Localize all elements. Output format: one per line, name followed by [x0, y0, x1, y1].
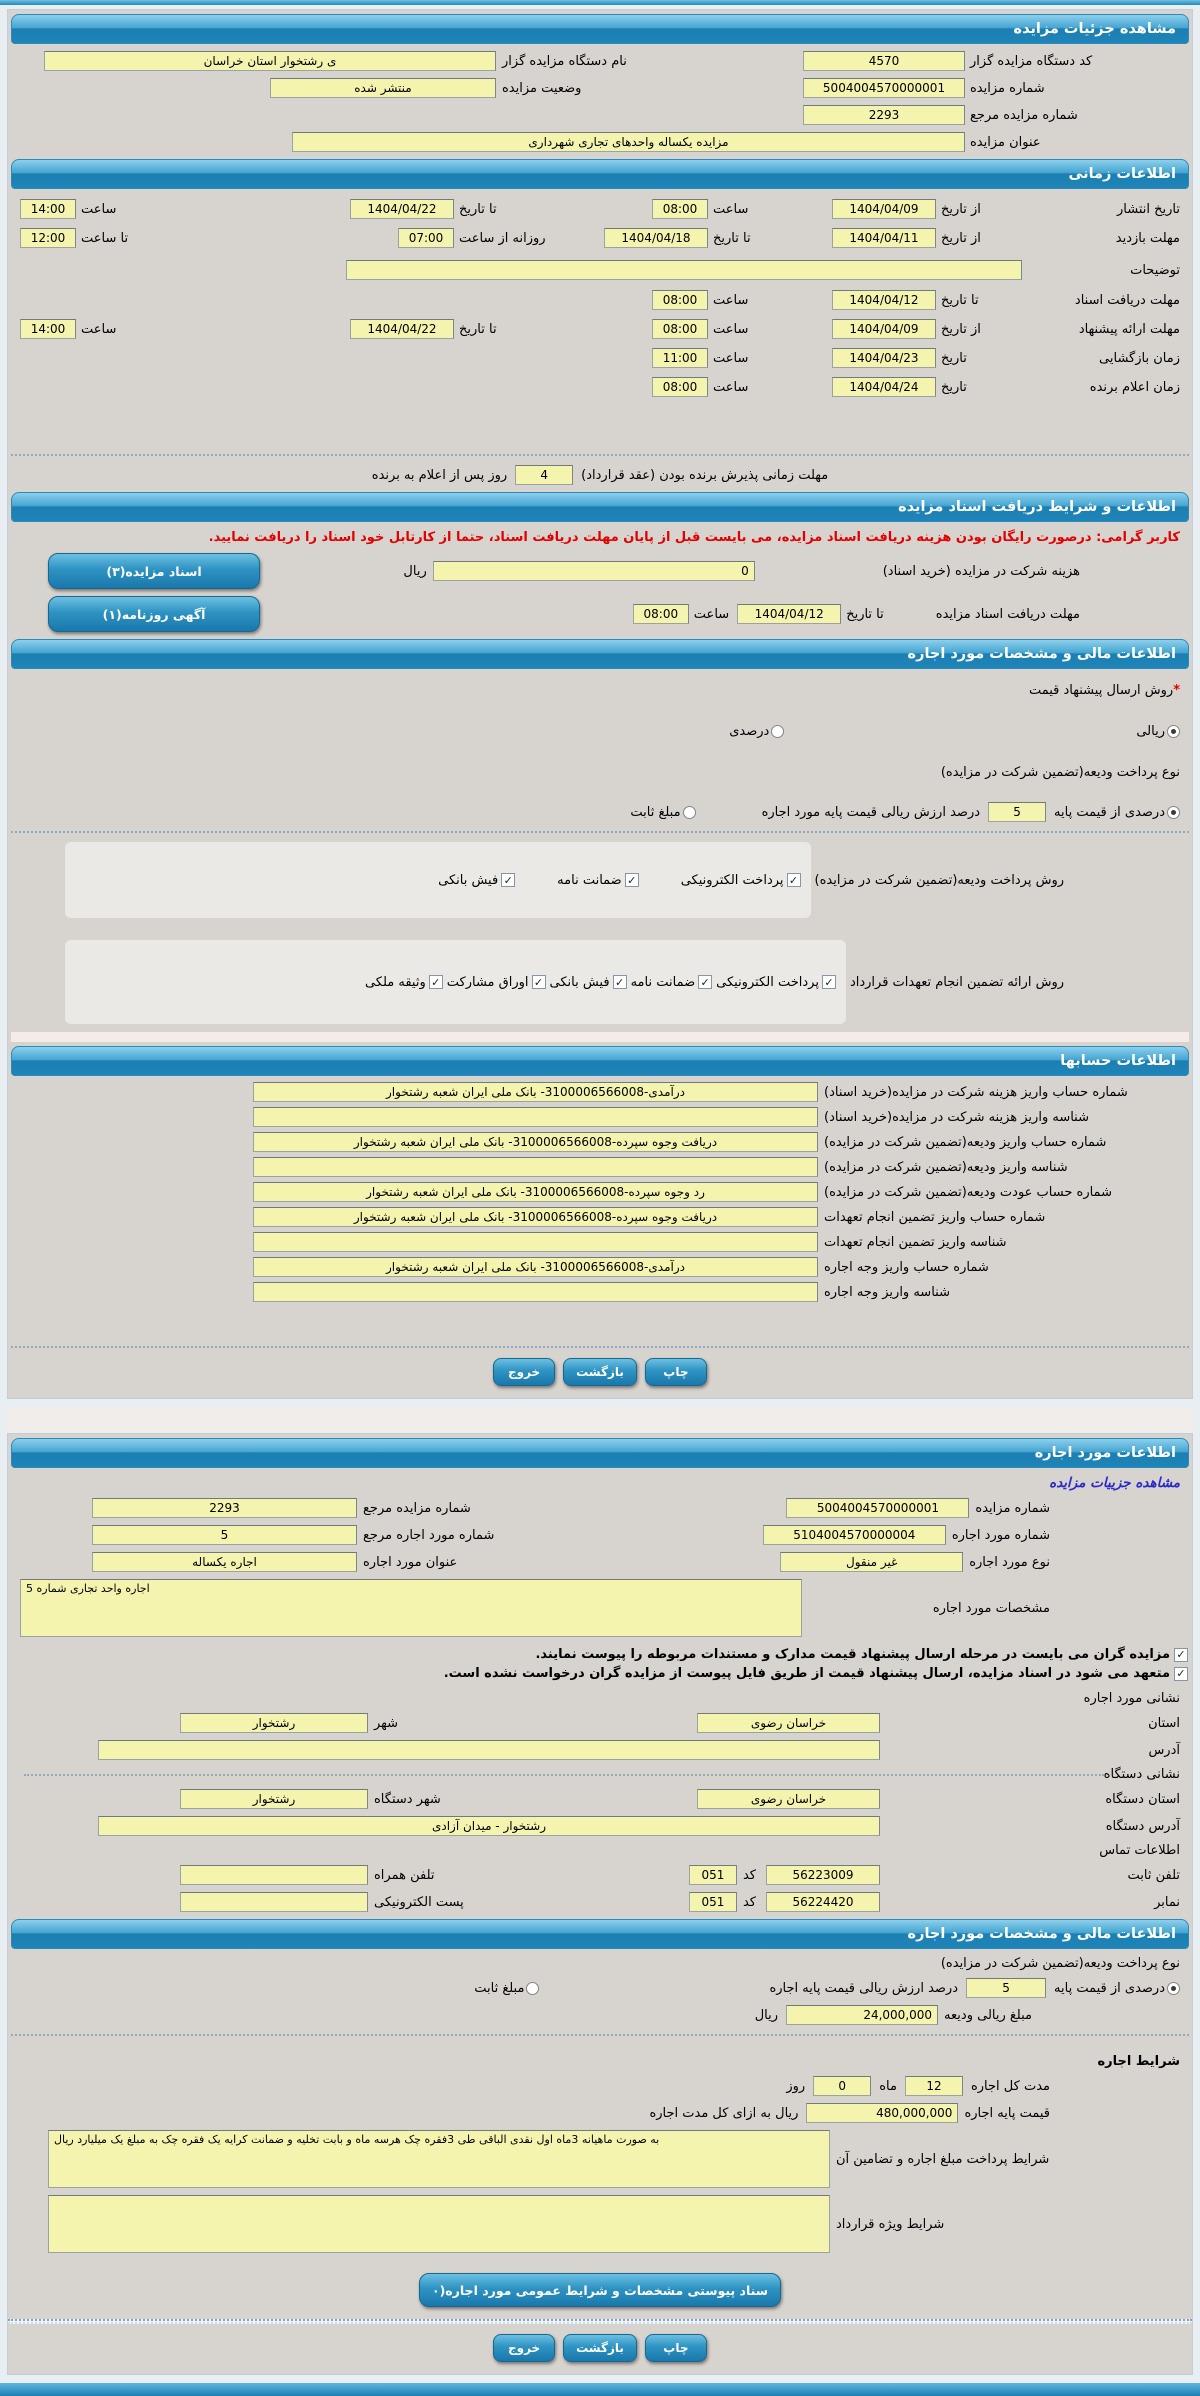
attached-docs-button[interactable]: سناد پیوستی مشخصات و شرایط عمومی مورد اجاره(۰ [419, 2273, 781, 2307]
rial-radio[interactable] [1167, 725, 1180, 738]
province-field[interactable]: خراسان رضوی [697, 1713, 880, 1733]
back-button[interactable]: بازگشت [563, 2334, 637, 2362]
phone-label: تلفن ثابت [1127, 1867, 1180, 1883]
row-view-details-link [20, 1475, 1180, 1491]
print-button[interactable]: چاپ [645, 1358, 707, 1386]
account-label: شماره حساب واریز ودیعه(تضمین شرکت در مزایده) [824, 1134, 1107, 1150]
percent-option-label: درصدی [729, 724, 770, 739]
device-province-field[interactable]: خراسان رضوی [697, 1789, 880, 1809]
hour-label: ساعت [713, 321, 749, 337]
payment-conditions-textarea[interactable]: به صورت ماهیانه 3ماه اول نقدی الباقی طی 3فقره چک هرسه ماه و بابت تخلیه و ضمانت کرایه یک فقره چک به مبلغ یک میلیارد ریال [48, 2130, 830, 2188]
guarantee-checkbox[interactable]: ✓ [625, 873, 639, 887]
row-fax [20, 1892, 1180, 1912]
attach-docs-text: مزایده گران می بایست در مرحله ارسال پیشنهاد قیمت مدارک و مستندات مربوطه را پیوست نمایند. [535, 1647, 1170, 1662]
offer-from-hour-field[interactable]: 08:00 [652, 319, 708, 339]
hour-label: ساعت [693, 606, 730, 622]
day-unit-label: روز [786, 2078, 806, 2094]
description-label: توضیحات [1130, 262, 1180, 278]
epay-label: پرداخت الکترونیکی [716, 974, 819, 990]
row-contact-heading [20, 1843, 1180, 1858]
item-type-field[interactable]: غیر منقول [780, 1552, 963, 1572]
auction-number-label: شماره مزایده [975, 1500, 1050, 1516]
city-field[interactable]: رشتخوار [180, 1713, 368, 1733]
fixed-amount-radio[interactable] [526, 1982, 539, 1995]
panel1-actions [8, 1358, 1192, 1386]
row-phone [20, 1865, 1180, 1885]
docs-deadline-label: مهلت دریافت اسناد مزایده [935, 606, 1080, 622]
percent-of-base-radio[interactable] [1167, 1982, 1180, 1995]
row-rent-duration [20, 2076, 1180, 2096]
device-city-field[interactable]: رشتخوار [180, 1789, 368, 1809]
row-price-method [20, 683, 1180, 698]
row-deposit-options-2 [20, 1978, 1180, 1998]
account-row [20, 1257, 1180, 1277]
rial-option-label: ریالی [1136, 724, 1165, 739]
opening-date-field[interactable]: 1404/04/23 [832, 348, 936, 368]
row-item-province-city [20, 1713, 1180, 1733]
view-auction-details-link[interactable]: مشاهده جزییات مزایده [1049, 1475, 1180, 1491]
auction-ref-label: شماره مزایده مرجع [970, 107, 1078, 123]
account-row [20, 1207, 1180, 1227]
rent-days-field[interactable]: 0 [813, 2076, 871, 2096]
attach-docs-checkbox[interactable]: ✓ [1174, 1648, 1188, 1662]
auction-title-field[interactable]: مزایده یکساله واحدهای تجاری شهرداری [292, 132, 965, 152]
account-label: شناسه واریز ودیعه(تضمین شرکت در مزایده) [824, 1159, 1068, 1175]
opening-hour-field[interactable]: 11:00 [652, 348, 708, 368]
acceptance-period-suffix: روز پس از اعلام به برنده [371, 467, 508, 483]
percent-of-base-suffix: درصد ارزش ریالی قیمت پایه اجاره [769, 1980, 959, 1996]
bank-slip-label: فیش بانکی [438, 872, 499, 888]
section-title: اطلاعات و شرایط دریافت اسناد مزایده [898, 499, 1176, 515]
from-date-label: از تاریخ [941, 230, 981, 246]
fax-label: نمابر [1154, 1894, 1180, 1910]
fixed-amount-label: مبلغ ثابت [474, 1980, 525, 1996]
row-deposit-options [20, 802, 1180, 822]
section-title: اطلاعات مالی و مشخصات مورد اجاره [907, 646, 1176, 662]
acceptance-days-field[interactable]: 4 [515, 465, 573, 485]
fixed-amount-radio[interactable] [683, 806, 696, 819]
province-label: استان [1148, 1715, 1180, 1731]
percent-of-base-suffix: درصد ارزش ریالی قیمت پایه مورد اجاره [761, 804, 981, 820]
price-method-label: روش ارسال پیشنهاد قیمت [1028, 683, 1174, 698]
rental-item-panel [7, 1433, 1193, 2375]
row-item-auction-number [20, 1498, 1180, 1518]
print-button[interactable]: چاپ [645, 2334, 707, 2362]
account-row [20, 1282, 1180, 1302]
page-top-bar [0, 0, 1200, 5]
publish-from-hour-field[interactable]: 08:00 [652, 199, 708, 219]
area-code-label: کد [742, 1894, 756, 1910]
description-field[interactable] [346, 260, 1022, 280]
visit-to-date-field[interactable]: 1404/04/18 [604, 228, 708, 248]
date-label: تاریخ [941, 379, 967, 395]
auction-title-label: عنوان مزایده [970, 134, 1041, 150]
hour-label: ساعت [81, 201, 117, 217]
row-deposit-type-2 [20, 1956, 1180, 1971]
account-field[interactable] [253, 1232, 818, 1252]
guarantee-checkbox[interactable]: ✓ [698, 975, 712, 989]
hour-label: ساعت [81, 321, 117, 337]
epay-checkbox[interactable]: ✓ [822, 975, 836, 989]
section-header-accounts [11, 1046, 1189, 1076]
section-header-time-info [11, 159, 1189, 189]
fax-area-code-field[interactable]: 051 [689, 1892, 737, 1912]
rial-unit-label: ریال [403, 563, 427, 579]
row-acceptance-period [20, 465, 1180, 485]
item-spec-label: مشخصات مورد اجاره [932, 1600, 1050, 1616]
account-label: شناسه واریز تضمین انجام تعهدات [824, 1234, 1007, 1250]
row-price-method-options [20, 724, 1180, 739]
section-header-financial-2 [11, 1919, 1189, 1949]
row-device-province-city [20, 1789, 1180, 1809]
account-label: شماره حساب واریز تضمین انجام تعهدات [824, 1209, 1046, 1225]
payment-conditions-label: شرایط پرداخت مبلغ اجاره و تضامین آن [836, 2151, 1050, 2167]
offer-from-date-field[interactable]: 1404/04/09 [832, 319, 936, 339]
item-spec-textarea[interactable]: اجاره واحد تجاری شماره 5 [20, 1579, 802, 1637]
device-province-label: استان دستگاه [1105, 1791, 1180, 1807]
percent-radio[interactable] [771, 725, 784, 738]
divider [24, 1774, 1104, 1776]
auction-details-panel [7, 9, 1193, 1399]
device-address-heading: نشانی دستگاه [1103, 1767, 1180, 1782]
deposit-type-label: نوع پرداخت ودیعه(تضمین شرکت در مزایده) [940, 1956, 1180, 1971]
deposit-amount-field[interactable]: 24,000,000 [786, 2005, 938, 2025]
row-description [20, 260, 1180, 280]
required-star: * [1173, 683, 1180, 698]
contact-heading: اطلاعات تماس [1099, 1843, 1180, 1858]
divider [11, 2034, 1189, 2036]
no-file-offer-checkbox[interactable]: ✓ [1174, 1667, 1188, 1681]
participation-fee-label: هزینه شرکت در مزایده (خرید اسناد) [882, 563, 1080, 579]
acceptance-period-label: مهلت زمانی پذیرش برنده بودن (عقد قرارداد) [581, 467, 829, 483]
to-date-label: تا تاریخ [459, 321, 497, 337]
row-auction-title [20, 132, 1180, 152]
divider [11, 454, 1189, 456]
winner-announce-label: زمان اعلام برنده [1089, 379, 1180, 395]
device-name-label: نام دستگاه مزایده گزار [502, 53, 627, 69]
account-field[interactable]: دریافت وجوه سپرده-3100006566008- بانک ملی ایران شعبه رشتخوار [253, 1132, 818, 1152]
row-device-code [20, 51, 1180, 71]
newspaper-ad-button[interactable]: آگهی روزنامه(۱) [48, 596, 260, 632]
section-title: اطلاعات مورد اجاره [1034, 1445, 1176, 1461]
hour-label: ساعت [713, 292, 749, 308]
percent-of-base-radio[interactable] [1167, 806, 1180, 819]
performance-guarantee-label: روش ارائه تضمین انجام تعهدات قرارداد [849, 974, 1064, 990]
address-field[interactable] [98, 1740, 880, 1760]
deposit-percent-field[interactable]: 5 [988, 802, 1046, 822]
account-row [20, 1107, 1180, 1127]
divider [11, 1346, 1189, 1348]
auction-ref-field[interactable]: 2293 [92, 1498, 357, 1518]
row-special-conditions [20, 2195, 1180, 2253]
device-code-label: کد دستگاه مزایده گزار [970, 53, 1093, 69]
to-date-label: تا تاریخ [846, 606, 884, 622]
hour-label: ساعت [713, 379, 749, 395]
item-address-heading: نشانی مورد اجاره [1083, 1691, 1180, 1706]
item-title-field[interactable]: اجاره یکساله [92, 1552, 357, 1572]
account-row [20, 1232, 1180, 1252]
date-label: تاریخ [941, 350, 967, 366]
performance-guarantee-band [65, 940, 846, 1024]
to-date-label: تا تاریخ [459, 201, 497, 217]
visit-deadline-label: مهلت بازدید [1115, 230, 1180, 246]
auction-ref-label: شماره مزایده مرجع [363, 1500, 471, 1516]
row-device-address-heading [20, 1767, 1180, 1782]
row-rent-terms-heading [20, 2054, 1180, 2069]
publish-to-hour-field[interactable]: 14:00 [20, 199, 76, 219]
hour-label: ساعت [713, 201, 749, 217]
base-price-suffix: ریال به ازای کل مدت اجاره [649, 2105, 799, 2121]
email-label: پست الکترونیکی [374, 1894, 464, 1910]
mobile-field[interactable] [180, 1865, 368, 1885]
opening-time-label: زمان بازگشایی [1099, 350, 1180, 366]
deposit-amount-label: مبلغ ریالی ودیعه [944, 2007, 1032, 2023]
page-bottom-bar [0, 2383, 1200, 2396]
account-row [20, 1182, 1180, 1202]
back-button[interactable]: بازگشت [563, 1358, 637, 1386]
docs-deadline-hour-field[interactable]: 08:00 [633, 604, 689, 624]
base-price-label: قیمت پایه اجاره [964, 2105, 1050, 2121]
item-type-label: نوع مورد اجاره [969, 1554, 1050, 1570]
auction-docs-button[interactable]: اسناد مزایده(۳) [48, 553, 260, 589]
row-auction-number [20, 78, 1180, 98]
section-title: اطلاعات حسابها [1060, 1053, 1176, 1069]
row-no-file-offer-check [12, 1666, 1188, 1681]
row-device-address [20, 1816, 1180, 1836]
deposit-pay-method-band [65, 842, 811, 918]
property-collateral-checkbox[interactable]: ✓ [429, 975, 443, 989]
area-code-field[interactable]: 051 [689, 1865, 737, 1885]
exit-button[interactable]: خروج [493, 2334, 555, 2362]
mobile-label: تلفن همراه [374, 1867, 435, 1883]
row-item-address-heading [20, 1691, 1180, 1706]
account-row [20, 1157, 1180, 1177]
row-deposit-amount [20, 2005, 1180, 2025]
docs-to-hour-field[interactable]: 08:00 [652, 290, 708, 310]
fixed-amount-label: مبلغ ثابت [630, 804, 681, 820]
winner-hour-field[interactable]: 08:00 [652, 377, 708, 397]
section-title: اطلاعات زمانی [1068, 166, 1176, 182]
percent-of-base-label: درصدی از قیمت پایه [1054, 1980, 1165, 1996]
section-header-financial-1 [11, 639, 1189, 669]
deposit-pay-method-label: روش پرداخت ودیعه(تضمین شرکت در مزایده) [814, 872, 1064, 888]
visit-daily-hour-field[interactable]: 07:00 [398, 228, 454, 248]
auction-number-field[interactable]: 5004004570000001 [803, 78, 965, 98]
auction-status-label: وضعیت مزایده [502, 80, 582, 96]
area-code-label: کد [742, 1867, 756, 1883]
account-label: شناسه واریز هزینه شرکت در مزایده(خرید اسناد) [824, 1109, 1089, 1125]
section-header-docs-conditions [11, 492, 1189, 522]
auction-status-field[interactable]: منتشر شده [270, 78, 496, 98]
item-number-field[interactable]: 5104004570000004 [763, 1525, 946, 1545]
row-participation-fee [20, 553, 1180, 589]
winner-date-field[interactable]: 1404/04/24 [832, 377, 936, 397]
account-field[interactable] [253, 1107, 818, 1127]
from-date-label: از تاریخ [941, 201, 981, 217]
account-label: شماره حساب عودت ودیعه(تضمین شرکت در مزایده) [824, 1184, 1112, 1200]
offer-to-date-field[interactable]: 1404/04/22 [350, 319, 454, 339]
rent-duration-label: مدت کل اجاره [970, 2078, 1050, 2094]
row-attach-docs-check [12, 1647, 1188, 1662]
publish-from-date-field[interactable]: 1404/04/09 [832, 199, 936, 219]
account-row [20, 1082, 1180, 1102]
epay-checkbox[interactable]: ✓ [787, 873, 801, 887]
to-date-label: تا تاریخ [941, 292, 979, 308]
device-name-field[interactable]: ی رشتخوار استان خراسان [44, 51, 496, 71]
publish-date-label: تاریخ انتشار [1117, 201, 1180, 217]
time-info-grid-2 [20, 290, 1180, 397]
phone-field[interactable]: 56223009 [766, 1865, 880, 1885]
row-base-price [20, 2103, 1180, 2123]
special-conditions-textarea[interactable] [48, 2195, 830, 2253]
auction-number-label: شماره مزایده [970, 80, 1045, 96]
section-title: مشاهده جزئیات مزایده [1013, 21, 1176, 37]
section-title: اطلاعات مالی و مشخصات مورد اجاره [907, 1926, 1176, 1942]
account-label: شماره حساب واریز هزینه شرکت در مزایده(خرید اسناد) [824, 1084, 1128, 1100]
rial-unit-label: ریال [754, 2007, 779, 2023]
account-label: شماره حساب واریز وجه اجاره [824, 1259, 989, 1275]
exit-button[interactable]: خروج [493, 1358, 555, 1386]
to-hour-label: تا ساعت [81, 230, 129, 246]
device-address-label: آدرس دستگاه [1105, 1818, 1180, 1834]
month-unit-label: ماه [879, 2078, 897, 2094]
guarantee-label: ضمانت نامه [557, 872, 622, 888]
docs-to-date-field[interactable]: 1404/04/12 [832, 290, 936, 310]
device-address-field[interactable]: رشتخوار - میدان آزادی [98, 1816, 880, 1836]
bank-slip-label: فیش بانکی [549, 974, 610, 990]
hour-label: ساعت [713, 350, 749, 366]
item-ref-field[interactable]: 5 [92, 1525, 357, 1545]
offer-deadline-label: مهلت ارائه پیشنهاد [1078, 321, 1180, 337]
bank-slip-checkbox[interactable]: ✓ [501, 873, 515, 887]
property-collateral-label: وثیقه ملکی [364, 974, 426, 990]
panel2-actions [8, 2334, 1192, 2362]
bonds-label: اوراق مشارکت [446, 974, 529, 990]
account-field[interactable]: دریافت وجوه سپرده-3100006566008- بانک ملی ایران شعبه رشتخوار [253, 1207, 818, 1227]
panel-gap [7, 1407, 1193, 1433]
guarantee-label: ضمانت نامه [630, 974, 696, 990]
row-auction-ref [20, 105, 1180, 125]
visit-from-date-field[interactable]: 1404/04/11 [832, 228, 936, 248]
fax-field[interactable]: 56224420 [766, 1892, 880, 1912]
account-field[interactable] [253, 1282, 818, 1302]
rent-months-field[interactable]: 12 [905, 2076, 963, 2096]
account-field[interactable] [253, 1157, 818, 1177]
rent-terms-heading: شرایط اجاره [1097, 2054, 1180, 2069]
auction-number-field[interactable]: 5004004570000001 [786, 1498, 969, 1518]
account-row [20, 1132, 1180, 1152]
section-header-rental-item [11, 1438, 1189, 1468]
section-header-auction-details [11, 14, 1189, 44]
special-conditions-label: شرایط ویژه قرارداد [836, 2216, 945, 2232]
bonds-checkbox[interactable]: ✓ [532, 975, 546, 989]
address-label: آدرس [1148, 1742, 1180, 1758]
divider [11, 1032, 1189, 1042]
row-item-spec [20, 1579, 1180, 1637]
publish-to-date-field[interactable]: 1404/04/22 [350, 199, 454, 219]
divider [11, 831, 1189, 833]
city-label: شهر [374, 1715, 399, 1731]
auction-ref-field[interactable]: 2293 [803, 105, 965, 125]
from-date-label: از تاریخ [941, 321, 981, 337]
docs-free-notice: کاربر گرامی: درصورت رایگان بودن هزینه دریافت اسناد مزایده، می بایست قبل از پایان مهلت دریافت اسناد، حتما از کارتابل خود اسناد را دریافت نمایید. [208, 530, 1180, 545]
no-file-offer-text: متعهد می شود در اسناد مزایده، ارسال پیشنهاد قیمت از طریق فایل پیوست از مزایده گران درخواست نشده است. [443, 1666, 1170, 1681]
row-docs-deadline [20, 596, 1180, 632]
visit-to-hour-field[interactable]: 12:00 [20, 228, 76, 248]
row-deposit-pay-methods [8, 842, 1192, 918]
deposit-type-label: نوع پرداخت ودیعه(تضمین شرکت در مزایده) [940, 765, 1180, 780]
account-field[interactable]: رد وجوه سپرده-3100006566008- بانک ملی ایران شعبه رشتخوار [253, 1182, 818, 1202]
base-price-field[interactable]: 480,000,000 [806, 2103, 958, 2123]
offer-to-hour-field[interactable]: 14:00 [20, 319, 76, 339]
row-deposit-type [20, 765, 1180, 780]
daily-from-hour-label: روزانه از ساعت [459, 230, 546, 246]
row-item-address [20, 1740, 1180, 1760]
row-payment-conditions [20, 2130, 1180, 2188]
item-title-label: عنوان مورد اجاره [363, 1554, 458, 1570]
row-performance-guarantee-methods [8, 940, 1192, 1024]
row-item-number [20, 1525, 1180, 1545]
docs-receive-deadline-label: مهلت دریافت اسناد [1074, 292, 1180, 308]
bank-slip-checkbox[interactable]: ✓ [613, 975, 627, 989]
time-info-grid [20, 199, 1180, 248]
percent-of-base-label: درصدی از قیمت پایه [1054, 804, 1165, 820]
device-code-field[interactable]: 4570 [803, 51, 965, 71]
participation-fee-field[interactable]: 0 [433, 561, 755, 581]
account-label: شناسه واریز وجه اجاره [824, 1284, 950, 1300]
device-city-label: شهر دستگاه [374, 1791, 441, 1807]
item-number-label: شماره مورد اجاره [951, 1527, 1050, 1543]
item-ref-label: شماره مورد اجاره مرجع [363, 1527, 495, 1543]
email-field[interactable] [180, 1892, 368, 1912]
account-field[interactable]: درآمدی-3100006566008- بانک ملی ایران شعبه رشتخوار [253, 1257, 818, 1277]
row-item-type [20, 1552, 1180, 1572]
to-date-label: تا تاریخ [713, 230, 751, 246]
divider [8, 2319, 1192, 2324]
deposit-percent-field[interactable]: 5 [966, 1978, 1046, 1998]
row-attachment-button [8, 2273, 1192, 2307]
docs-deadline-date-field[interactable]: 1404/04/12 [737, 604, 841, 624]
epay-label: پرداخت الکترونیکی [680, 872, 784, 888]
account-field[interactable]: درآمدی-3100006566008- بانک ملی ایران شعبه رشتخوار [253, 1082, 818, 1102]
